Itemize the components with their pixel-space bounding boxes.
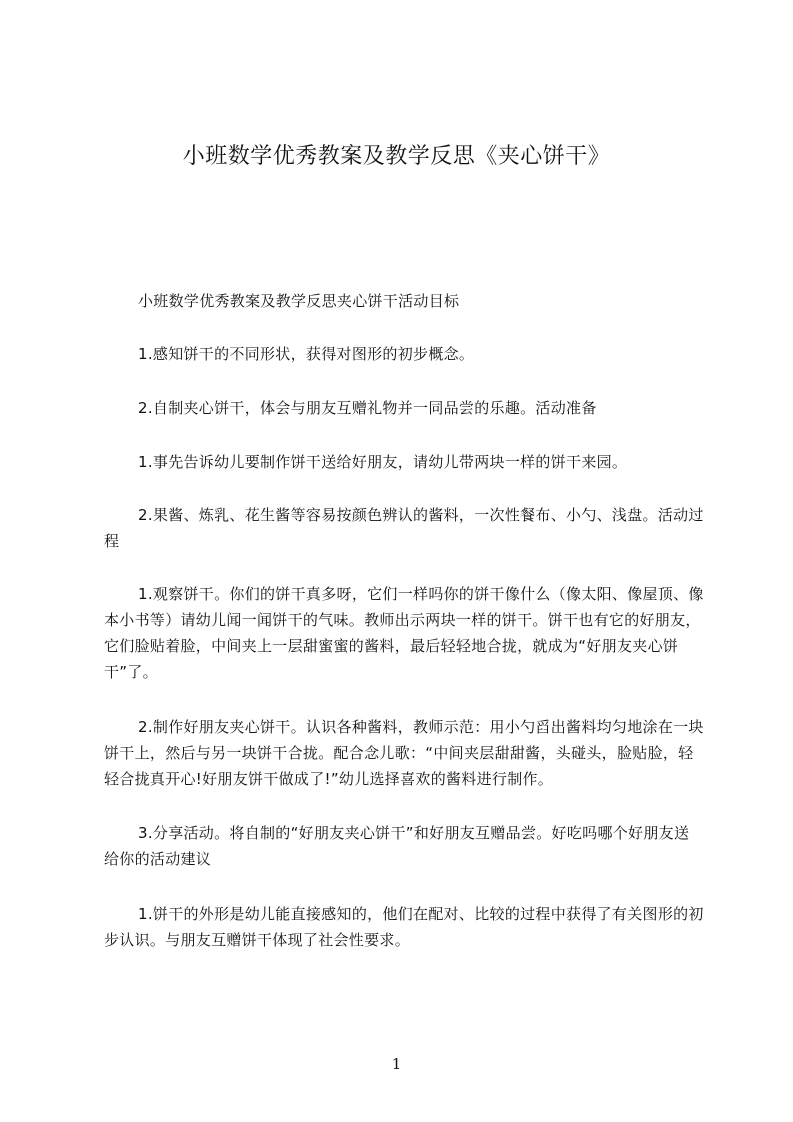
paragraph-objectives-heading: 小班数学优秀教案及教学反思夹心饼干活动目标 — [138, 292, 460, 310]
paragraph-process-2: 2.制作好朋友夹心饼干。认识各种酱料，教师示范：用小勺舀出酱料均匀地涂在一块饼干上，然后与另一块饼干合拢。配合念儿歌：“中间夹层甜甜酱，头碰头，脸贴脸，轻轻合拢真开心!好朋友饼干做成了!”幼儿选择喜欢的酱料进行制作。 — [104, 718, 704, 788]
paragraph-suggestion-1: 1.饼干的外形是幼儿能直接感知的，他们在配对、比较的过程中获得了有关图形的初步认识。与朋友互赠饼干体现了社会性要求。 — [104, 905, 704, 949]
paragraph-process-3: 3.分享活动。将自制的“好朋友夹心饼干”和好朋友互赠品尝。好吃吗哪个好朋友送给你的活动建议 — [104, 824, 690, 868]
page-number: 1 — [391, 1055, 402, 1073]
paragraph-objective-2: 2.自制夹心饼干，体会与朋友互赠礼物并一同品尝的乐趣。活动准备 — [138, 399, 597, 417]
paragraph-process-1: 1.观察饼干。你们的饼干真多呀，它们一样吗你的饼干像什么（像太阳、像屋顶、像本小书等）请幼儿闻一闻饼干的气味。教师出示两块一样的饼干。饼干也有它的好朋友，它们脸贴着脸，中间夹上一层甜蜜蜜的酱料，最后轻轻地合拢，就成为“好朋友夹心饼干”了。 — [104, 585, 704, 681]
paragraph-objective-1: 1.感知饼干的不同形状，获得对图形的初步概念。 — [138, 345, 475, 363]
paragraph-preparation-2: 2.果酱、炼乳、花生酱等容易按颜色辨认的酱料，一次性餐布、小勺、浅盘。活动过程 — [104, 506, 704, 550]
document-title: 小班数学优秀教案及教学反思《夹心饼干》 — [182, 144, 611, 169]
paragraph-preparation-1: 1.事先告诉幼儿要制作饼干送给好朋友，请幼儿带两块一样的饼干来园。 — [138, 453, 628, 471]
